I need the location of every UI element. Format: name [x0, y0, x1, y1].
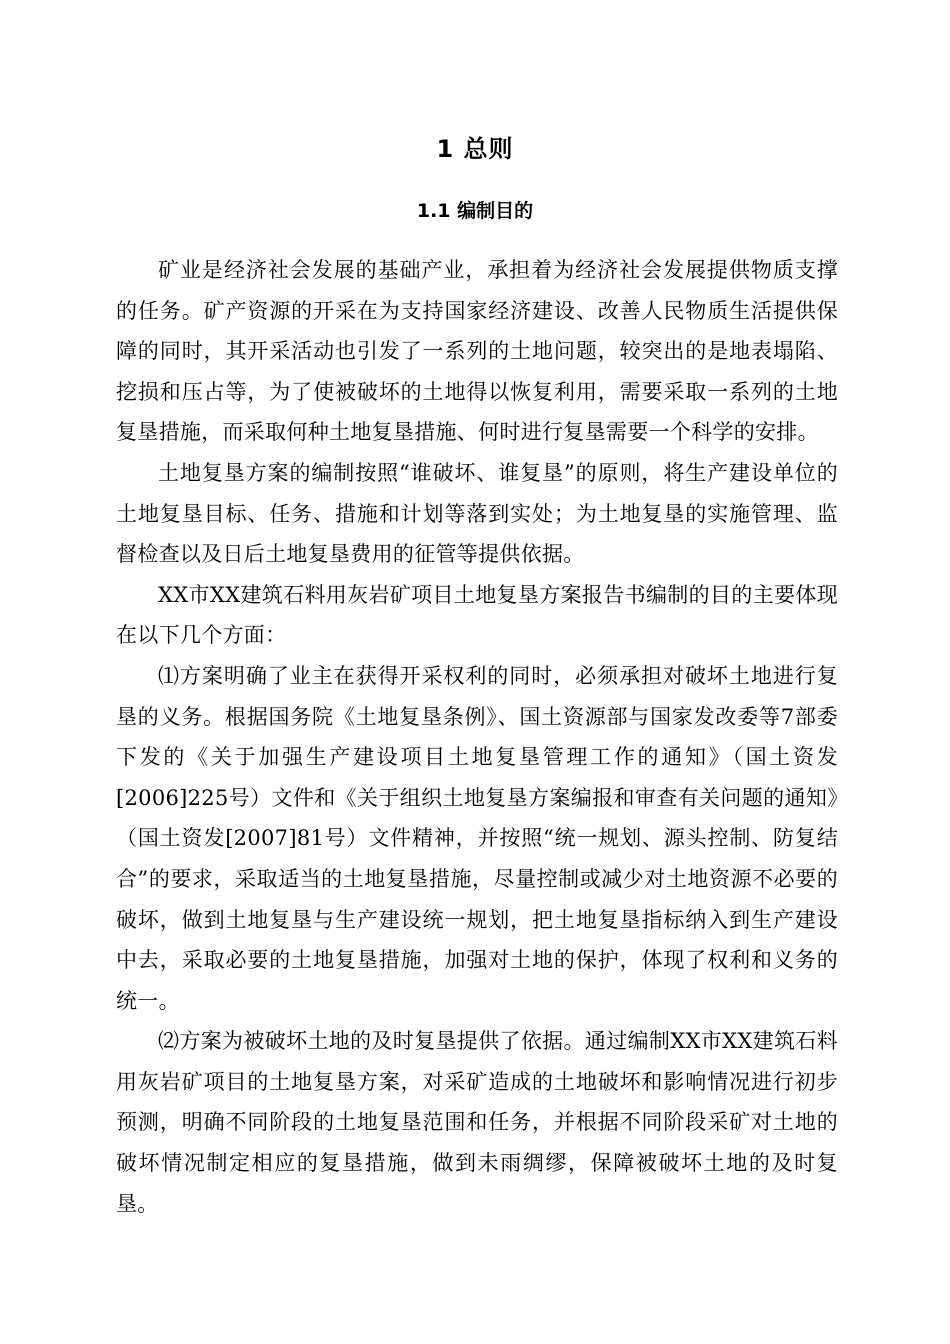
chapter-title: 1 总则	[436, 135, 514, 163]
paragraph-purpose-item-2: ⑵方案为被破坏土地的及时复垦提供了依据。通过编制XX市XX建筑石料用灰岩矿项目的土地复垦方案，对采矿造成的土地破坏和影响情况进行初步预测，明确不同阶段的土地复垦范围和任务，并根据不同阶段采矿对土地的破坏情况制定相应的复垦措施，做到未雨绸缪，保障被破坏土地的及时复垦。	[116, 1029, 838, 1216]
paragraph-purpose-intro: XX市XX建筑石料用灰岩矿项目土地复垦方案报告书编制的目的主要体现在以下几个方面：	[116, 582, 838, 648]
paragraph-reclamation-principle: 土地复垦方案的编制按照“谁破坏、谁复垦”的原则，将生产建设单位的土地复垦目标、任务、措施和计划等落到实处；为土地复垦的实施管理、监督检查以及日后土地复垦费用的征管等提供依据。	[116, 460, 838, 567]
paragraph-purpose-item-1: ⑴方案明确了业主在获得开采权利的同时，必须承担对破坏土地进行复垦的义务。根据国务院《土地复垦条例》、国土资源部与国家发改委等7部委下发的《关于加强生产建设项目土地复垦管理工作的通知》（国土资发[2006]225号）文件和《关于组织土地复垦方案编报和审查有关问题的通知》（国土资发[2007]81号）文件精神，并按照“统一规划、源头控制、防复结合”的要求，采取适当的土地复垦措施，尽量控制或减少对土地资源不必要的破坏，做到土地复垦与生产建设统一规划，把土地复垦指标纳入到生产建设中去，采取必要的土地复垦措施，加强对土地的保护，体现了权利和义务的统一。	[116, 663, 838, 1013]
body-text	[116, 250, 838, 1224]
paragraph-mining-industry: 矿业是经济社会发展的基础产业，承担着为经济社会发展提供物质支撑的任务。矿产资源的开采在为支持国家经济建设、改善人民物质生活提供保障的同时，其开采活动也引发了一系列的土地问题，较突出的是地表塌陷、挖损和压占等，为了使被破坏的土地得以恢复利用，需要采取一系列的土地复垦措施，而采取何种土地复垦措施、何时进行复垦需要一个科学的安排。	[116, 258, 838, 445]
section-title: 1.1 编制目的	[416, 200, 534, 222]
